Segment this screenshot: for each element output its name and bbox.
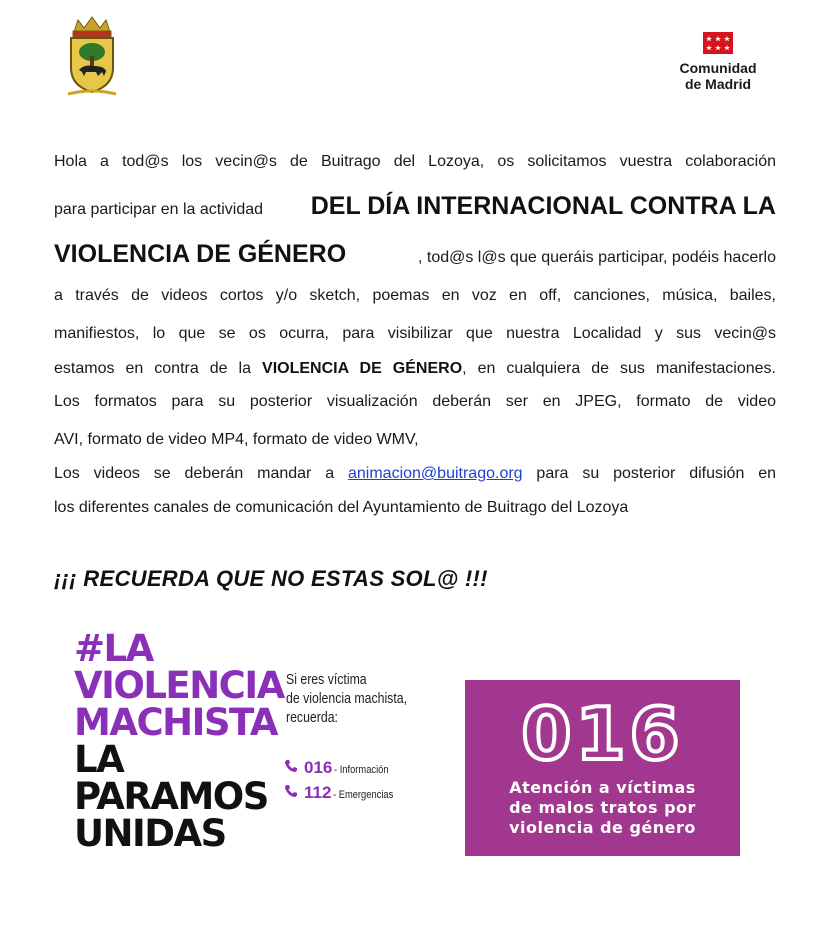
comunidad-de-madrid-logo (666, 32, 770, 92)
slogan-line: VIOLENCIA (74, 664, 284, 707)
campaign-graphic (74, 627, 414, 855)
hotline-description (465, 778, 740, 838)
letter-line: manifiestos, lo que se os ocurra, para visibilizar que nuestra Localidad y sus vecin@s (54, 325, 776, 342)
help-text (286, 670, 425, 727)
phone-icon (284, 784, 298, 798)
letter-line (54, 184, 776, 232)
slogan-line: UNIDAS (74, 812, 226, 855)
phone-row (284, 758, 424, 783)
phone-icon (284, 759, 298, 773)
hotline-text-line: violencia de género (509, 818, 696, 837)
letter-line (54, 356, 776, 386)
phone-list (284, 758, 424, 808)
phone-number[interactable]: 016 (304, 758, 333, 777)
slogan-line: MACHISTA (74, 701, 277, 744)
bold-violence-text: VIOLENCIA DE GÉNERO (262, 360, 463, 377)
event-title-part2: VIOLENCIA DE GÉNERO (54, 240, 347, 268)
region-name-line1: Comunidad (679, 60, 757, 76)
region-name-line2: de Madrid (684, 76, 752, 92)
hotline-text-line: Atención a víctimas (509, 778, 696, 797)
letter-text: para su posterior difusión en (522, 465, 777, 482)
letter-text: para participar en la actividad (54, 201, 264, 218)
letter-line: Hola a tod@s los vecin@s de Buitrago del Lozoya, os solicitamos vuestra colaboración (54, 153, 776, 170)
event-title-part1: DEL DÍA INTERNACIONAL CONTRA LA (310, 192, 776, 220)
letter-text: , tod@s l@s que queráis participar, podéis hacerlo (417, 249, 776, 266)
email-link[interactable]: animacion@buitrago.org (348, 465, 523, 482)
slogan-line: #LA (74, 627, 153, 670)
help-line: recuerda: (286, 709, 338, 726)
comunidad-de-madrid-flag-icon (703, 32, 733, 54)
phone-row (284, 783, 424, 808)
phone-number[interactable]: 112 (304, 783, 332, 802)
letter-body (54, 146, 776, 530)
letter-text: , en cualquiera de sus manifestaciones. (462, 360, 777, 377)
campaign-slogan (74, 627, 284, 855)
letter-line (54, 232, 776, 280)
letter-line: a través de videos cortos y/o sketch, poemas en voz en off, canciones, música, bailes, (54, 287, 776, 304)
municipal-coat-of-arms-icon (64, 14, 120, 98)
help-line: de violencia machista, (286, 690, 408, 707)
slogan-line: LA (74, 738, 124, 781)
closing-message: ¡¡¡ RECUERDA QUE NO ESTAS SOL@ !!! (54, 566, 488, 591)
slogan-line: PARAMOS (74, 775, 268, 818)
help-line: Si eres víctima (286, 671, 367, 688)
letter-line (54, 458, 776, 492)
letter-text: estamos en contra de la (54, 360, 263, 377)
letter-text: Los videos se deberán mandar a (54, 465, 348, 482)
letter-line: los diferentes canales de comunicación del Ayuntamiento de Buitrago del Lozoya (54, 499, 629, 516)
letter-line: AVI, formato de video MP4, formato de video WMV, (54, 431, 419, 448)
hotline-number: 016 (521, 692, 684, 776)
phone-label: - Emergencias (333, 789, 394, 801)
hotline-016-card (465, 680, 740, 856)
letter-line: Los formatos para su posterior visualización deberán ser en JPEG, formato de video (54, 393, 776, 410)
phone-label: - Información (334, 764, 389, 776)
hotline-text-line: de malos tratos por (509, 798, 696, 817)
